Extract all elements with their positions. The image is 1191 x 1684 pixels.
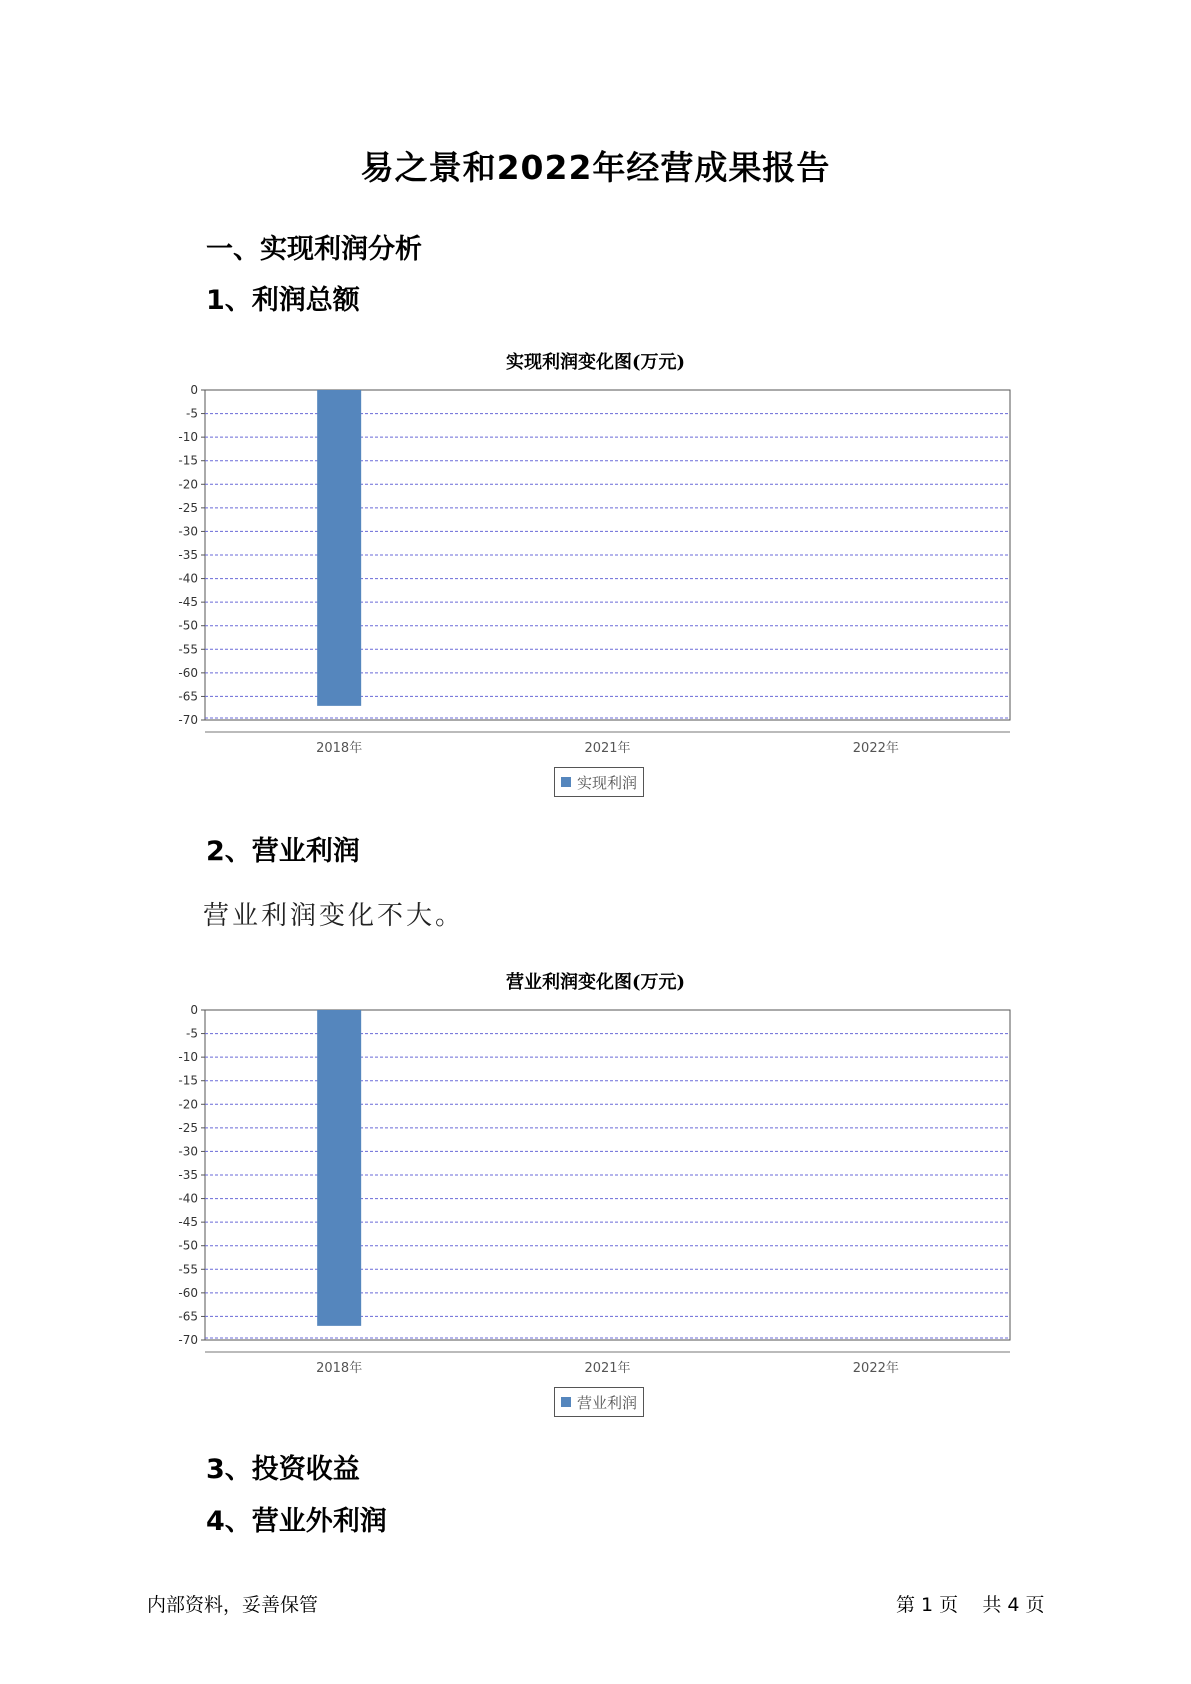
- y-tick-label: -15: [178, 453, 198, 468]
- y-tick-label: -60: [178, 1285, 198, 1300]
- y-tick-label: -70: [178, 713, 198, 727]
- y-tick-label: -45: [178, 595, 198, 610]
- y-tick-label: -5: [186, 1026, 198, 1041]
- y-tick-label: -20: [178, 1097, 198, 1112]
- y-tick-label: -35: [178, 548, 198, 562]
- y-tick-label: -55: [178, 642, 198, 657]
- chart-legend-operating-profit: [554, 1387, 644, 1417]
- x-tick-label: 2021年: [584, 1361, 631, 1376]
- footer-page-number: 第 1 页 共 4 页: [896, 1594, 1045, 1616]
- y-tick-label: -50: [178, 618, 198, 633]
- y-tick-label: -65: [178, 1309, 198, 1324]
- y-tick-label: -35: [178, 1168, 198, 1182]
- y-tick-label: -25: [178, 500, 198, 515]
- y-tick-label: 0: [190, 1003, 198, 1017]
- document-title: 易之景和2022年经营成果报告: [360, 148, 831, 187]
- bar: [317, 390, 361, 706]
- x-tick-label: 2021年: [584, 741, 631, 756]
- legend-swatch: [561, 1397, 571, 1407]
- subsection-heading-operating-profit: 2、营业利润: [206, 836, 360, 867]
- chart-operating-profit: [0, 1000, 1191, 1380]
- y-tick-label: 0: [190, 383, 198, 397]
- x-tick-label: 2018年: [316, 1361, 363, 1376]
- y-tick-label: -5: [186, 406, 198, 421]
- legend-label: 实现利润: [577, 773, 638, 792]
- chart-title-operating-profit: 营业利润变化图(万元): [505, 972, 686, 993]
- y-tick-label: -20: [178, 477, 198, 492]
- chart-legend-realized-profit: [554, 767, 644, 797]
- legend-label: 营业利润: [577, 1393, 638, 1412]
- y-tick-label: -45: [178, 1215, 198, 1230]
- y-tick-label: -40: [178, 571, 198, 586]
- y-tick-label: -10: [178, 1050, 198, 1065]
- y-tick-label: -30: [178, 524, 198, 539]
- footer-confidential-note: 内部资料，妥善保管: [147, 1594, 319, 1616]
- y-tick-label: -65: [178, 689, 198, 704]
- x-tick-label: 2018年: [316, 741, 363, 756]
- y-tick-label: -15: [178, 1073, 198, 1088]
- y-tick-label: -40: [178, 1191, 198, 1206]
- paragraph-operating-profit: 营业利润变化不大。: [203, 901, 465, 931]
- y-tick-label: -25: [178, 1120, 198, 1135]
- chart-realized-profit: [0, 380, 1191, 760]
- y-tick-label: -60: [178, 665, 198, 680]
- y-tick-label: -50: [178, 1238, 198, 1253]
- section-heading-profit-analysis: 一、实现利润分析: [206, 234, 422, 265]
- bar: [317, 1010, 361, 1326]
- y-tick-label: -70: [178, 1333, 198, 1347]
- y-tick-label: -10: [178, 430, 198, 445]
- legend-swatch: [561, 777, 571, 787]
- subsection-heading-total-profit: 1、利润总额: [206, 285, 360, 316]
- subsection-heading-investment-income: 3、投资收益: [206, 1454, 360, 1485]
- x-tick-label: 2022年: [852, 741, 899, 756]
- y-tick-label: -30: [178, 1144, 198, 1159]
- x-tick-label: 2022年: [852, 1361, 899, 1376]
- y-tick-label: -55: [178, 1262, 198, 1277]
- chart-title-realized-profit: 实现利润变化图(万元): [505, 352, 686, 373]
- subsection-heading-non-operating-profit: 4、营业外利润: [206, 1506, 387, 1537]
